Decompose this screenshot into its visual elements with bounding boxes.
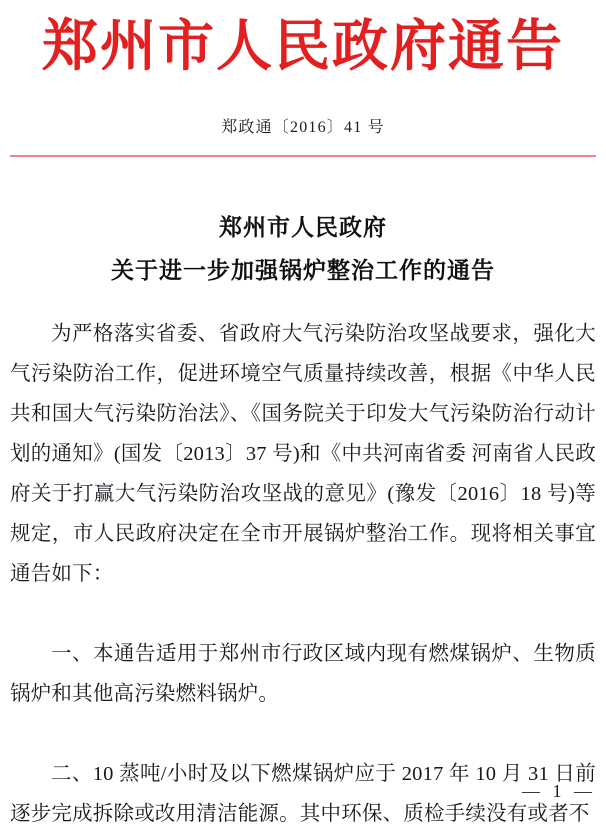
masthead xyxy=(0,0,606,80)
page-footer xyxy=(0,781,596,802)
title-line-issuer: 郑州市人民政府 xyxy=(219,215,387,241)
red-separator-rule xyxy=(10,155,596,157)
title-block xyxy=(0,207,606,292)
body-text xyxy=(0,314,606,834)
paragraph-article-two: 二、10 蒸吨/小时及以下燃煤锅炉应于 2017 年 10 月 31 日前逐步完成拆除或改用清洁能源。其中环保、质检手续没有或者不 xyxy=(10,763,596,826)
masthead-title: 郑州市人民政府通告 xyxy=(42,16,564,78)
document-number: 郑政通〔2016〕41 号 xyxy=(221,119,385,137)
paragraph-preamble: 为严格落实省委、省政府大气污染防治攻坚战要求，强化大气污染防治工作，促进环境空气质量持续改善，根据《中华人民共和国大气污染防治法》、《国务院关于印发大气污染防治行动计划的通知》(国发〔2013〕37 号)和《中共河南省委 河南省人民政府关于打赢大气污染防治攻坚战的意见》(豫发〔2016〕18 号)等规定，市人民政府决定在全市开展锅炉整治工作。现将相关事宜通告如下： xyxy=(10,323,596,586)
paragraph-article-one: 一、本通告适用于郑州市行政区域内现有燃煤锅炉、生物质锅炉和其他高污染燃料锅炉。 xyxy=(10,643,596,706)
paragraph-spacer xyxy=(10,594,596,634)
title-line-subject: 关于进一步加强锅炉整治工作的通告 xyxy=(111,257,495,283)
paragraph-spacer xyxy=(10,714,596,754)
page-number: — 1 — xyxy=(522,781,596,801)
